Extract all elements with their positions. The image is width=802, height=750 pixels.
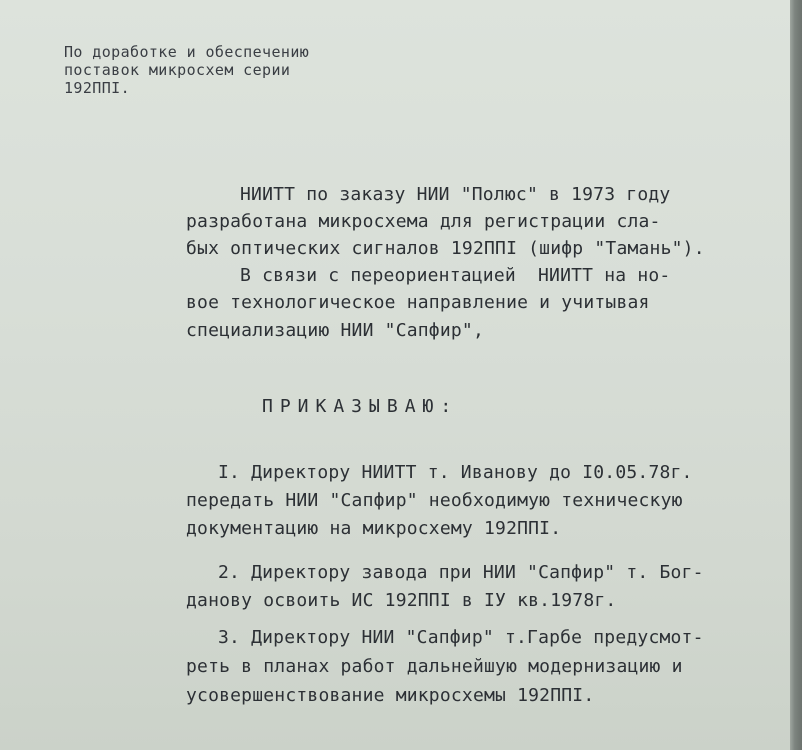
subject-line: 192ППI. — [64, 79, 131, 97]
preamble-line: вое технологическое направление и учитывая — [186, 292, 650, 313]
order-item-line: реть в планах работ дальнейшую модернизацию и — [186, 656, 683, 677]
order-item-line: документацию на микросхему 192ППI. — [186, 518, 562, 539]
order-item-line: 3. Директору НИИ "Сапфир" т.Гарбе предусмот- — [218, 627, 704, 648]
preamble-line: разработана микросхема для регистрации сла- — [186, 211, 661, 232]
preamble-line: НИИТТ по заказу НИИ "Полюс" в 1973 году — [240, 184, 671, 205]
preamble-line: бых оптических сигналов 192ППI (шифр "Тамань"). — [186, 238, 705, 259]
preamble-line: В связи с переориентацией НИИТТ на но- — [240, 265, 671, 286]
order-item-line: данову освоить ИС 192ППI в IУ кв.1978г. — [186, 590, 617, 611]
subject-line: По доработке и обеспечению — [64, 43, 310, 61]
order-heading: ПРИКАЗЫВАЮ: — [262, 396, 459, 417]
order-item-line: усовершенствование микросхемы 192ППI. — [186, 685, 595, 706]
order-item-line: 2. Директору завода при НИИ "Сапфир" т. Бог- — [218, 562, 704, 583]
subject-line: поставок микросхем серии — [64, 61, 291, 79]
preamble-line: специализацию НИИ "Сапфир", — [186, 320, 484, 341]
order-item-line: I. Директору НИИТТ т. Иванову до I0.05.78г. — [218, 462, 693, 483]
paper-edge-shadow — [790, 0, 802, 750]
order-item-line: передать НИИ "Сапфир" необходимую техническую — [186, 490, 683, 511]
